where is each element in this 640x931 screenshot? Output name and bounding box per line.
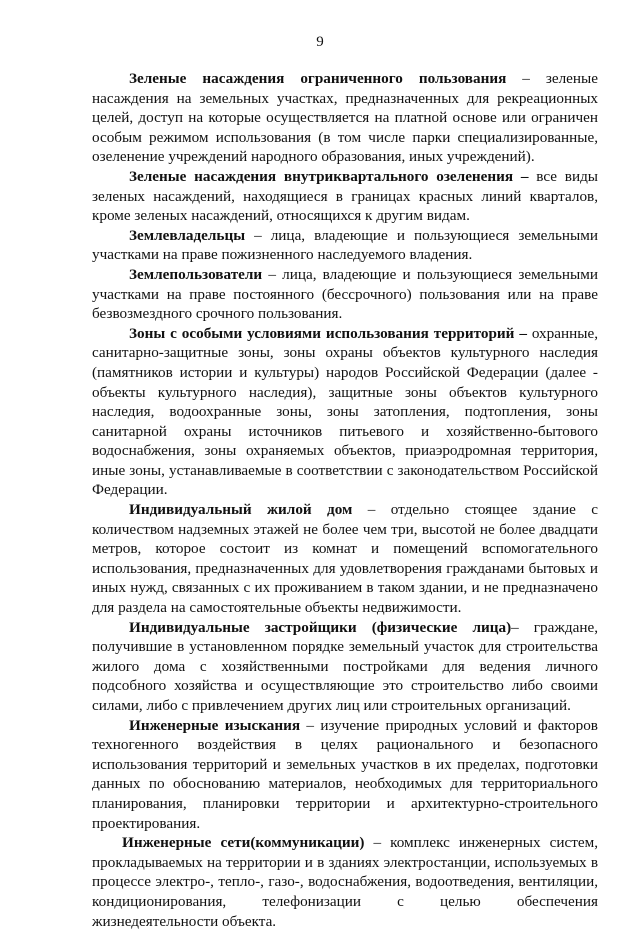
definition-text: – отдельно стоящее здание с количеством надземных этажей не более чем три, высотой не более двадцати метров, которое состоит из комнат и помещений вспомогательного использования, предназначенных для удовлетворения гражданами бытовых и иных нужд, связанных с их проживанием в таком здании, и не предназначено для раздела на самостоятельные объекты недвижимости. bbox=[92, 501, 598, 617]
definition-paragraph bbox=[92, 716, 598, 834]
defined-term: Индивидуальный жилой дом bbox=[129, 501, 353, 519]
definition-paragraph bbox=[92, 618, 598, 716]
defined-term: Зеленые насаждения внутриквартального озеленения – bbox=[129, 167, 529, 185]
definition-paragraph bbox=[92, 265, 598, 324]
defined-term: Землепользователи bbox=[129, 265, 263, 283]
defined-term: Зеленые насаждения ограниченного пользования bbox=[129, 70, 507, 87]
definition-paragraph bbox=[92, 226, 598, 265]
defined-term: Землевладельцы bbox=[129, 226, 246, 244]
defined-term: Инженерные сети(коммуникации) bbox=[122, 834, 365, 852]
defined-term: Зоны с особыми условиями использования территорий – bbox=[129, 324, 527, 342]
definition-text: – изучение природных условий и факторов техногенного воздействия в целях рационального и безопасного использования территорий и земельных участков в их пределах, подготовки данных по обоснованию материалов, необходимых для территориального планирования, планировки территории и архитектурно-строительного проектирования. bbox=[92, 716, 598, 832]
definition-text: – зеленые насаждения на земельных участках, предназначенных для рекреационных целей, доступ на которые осуществляется на платной основе или ограничен особым режимом использования (в том числе парки специализированные, озеленение учреждений народного образования, иных учреждений). bbox=[92, 70, 598, 166]
defined-term: Индивидуальные застройщики (физические лица) bbox=[129, 618, 512, 636]
definition-text: – граждане, получившие в установленном порядке земельный участок для строительства жилого дома с хозяйственными постройками для ведения личного подсобного хозяйства и осуществляющие это строительство либо своими силами, либо с привлечением других лиц или строительных организаций. bbox=[92, 618, 598, 714]
definition-paragraph bbox=[92, 167, 598, 226]
definition-paragraph bbox=[92, 833, 598, 931]
definition-paragraph bbox=[92, 324, 598, 500]
definition-text: охранные, санитарно-защитные зоны, зоны охраны объектов культурного наследия (памятников истории и культуры) народов Российской Федерации (далее - объекты культурного наследия), защитные зоны объектов культурного наследия, водоохранные зоны, зоны затопления, подтопления, зоны санитарной охраны источников питьевого и хозяйственно-бытового водоснабжения, зоны охраняемых объектов, приаэродромная территория, иные зоны, устанавливаемые в соответствии с законодательством Российской Федерации. bbox=[92, 324, 598, 499]
defined-term: Инженерные изыскания bbox=[129, 716, 301, 734]
page-number: 9 bbox=[316, 34, 324, 50]
definition-text: – лица, владеющие и пользующиеся земельными участками на праве пожизненного наследуемого владения. bbox=[92, 226, 598, 264]
definition-paragraph bbox=[92, 500, 598, 618]
definition-text: – комплекс инженерных систем, прокладываемых на территории и в зданиях электростанции, используемых в процессе электро-, тепло-, газо-, водоснабжения, водоотведения, вентиляции, кондиционирования, телефонизации с целью обеспечения жизнедеятельности объекта. bbox=[92, 834, 598, 930]
definition-paragraph bbox=[92, 69, 598, 167]
definition-text: все виды зеленых насаждений, находящиеся в границах красных линий кварталов, кроме зеленых насаждений, относящихся к другим видам. bbox=[92, 167, 599, 225]
definition-text: – лица, владеющие и пользующиеся земельными участками на праве постоянного (бессрочного) пользования или на праве безвозмездного срочного пользования. bbox=[92, 265, 598, 323]
document-body bbox=[92, 69, 598, 931]
